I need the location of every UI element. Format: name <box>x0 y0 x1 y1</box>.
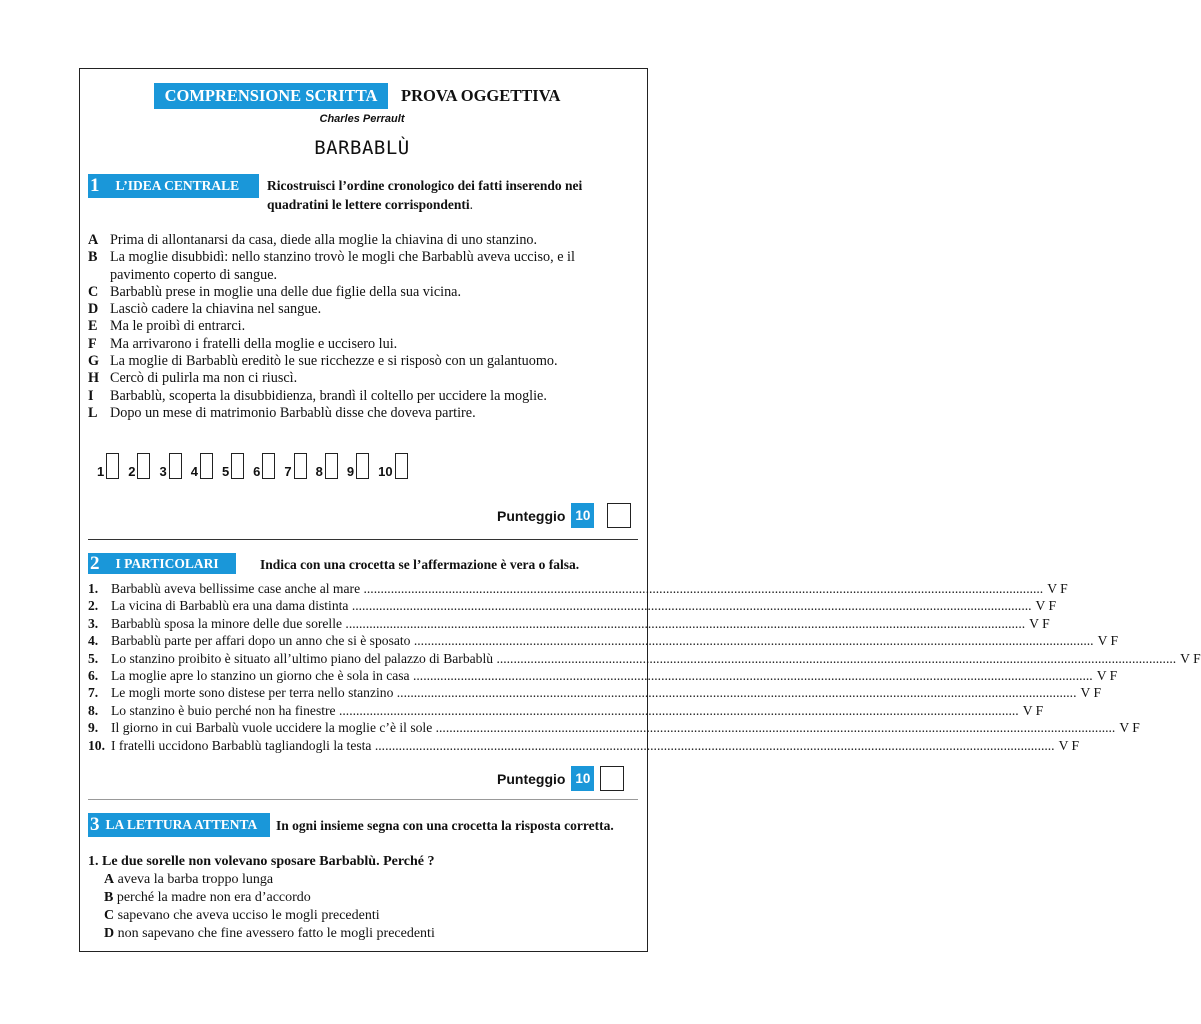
true-false-choice[interactable]: V F <box>1029 615 1050 631</box>
true-false-list <box>88 580 1201 754</box>
section1-number: 1 <box>90 175 100 196</box>
answer-box[interactable] <box>325 453 338 479</box>
answer-box[interactable] <box>356 453 369 479</box>
divider <box>88 539 638 540</box>
box-number: 10 <box>378 464 393 479</box>
option-key: C <box>104 908 115 923</box>
list-item <box>88 301 608 318</box>
item-text: Lo stanzino è buio perché non ha finestre ........................................................................................................................................................................................................ <box>111 702 1019 718</box>
item-text: Ma arrivarono i fratelli della moglie e uccisero lui. <box>110 335 398 352</box>
item-key: G <box>88 353 100 370</box>
instruction-line: quadratini le lettere corrispondenti <box>267 197 470 212</box>
answer-box[interactable] <box>106 453 119 479</box>
score-value: 10 <box>571 503 594 528</box>
box-number: 4 <box>190 464 198 479</box>
answer-option[interactable] <box>88 925 618 943</box>
box-number: 1 <box>97 464 105 479</box>
instruction-line: Ricostruisci l’ordine cronologico dei fatti inserendo nei <box>267 178 583 193</box>
list-item <box>88 388 608 405</box>
instruction-end: . <box>469 197 473 212</box>
answer-box[interactable] <box>231 453 244 479</box>
section2-tag <box>88 553 236 574</box>
section1-tag-label: L’IDEA CENTRALE <box>115 178 240 193</box>
item-text: La moglie di Barbablù ereditò le sue ricchezze e si risposò con un galantuomo. <box>110 353 558 370</box>
answer-box-group <box>159 453 181 479</box>
tf-row <box>88 632 1119 649</box>
option-key: D <box>104 926 115 941</box>
tf-row <box>88 667 1118 684</box>
answer-box[interactable] <box>169 453 182 479</box>
section3-tag <box>88 813 270 837</box>
answer-box[interactable] <box>395 453 408 479</box>
list-item <box>88 405 608 422</box>
box-number: 7 <box>284 464 292 479</box>
tf-row <box>88 597 1057 614</box>
box-number: 3 <box>159 464 167 479</box>
list-item <box>88 353 608 370</box>
item-key: C <box>88 283 99 300</box>
score-value: 10 <box>571 766 594 791</box>
answer-box[interactable] <box>137 453 150 479</box>
item-key: 10. <box>88 737 105 753</box>
item-text: Barbablù, scoperta la disubbidienza, brandì il coltello per uccidere la moglie. <box>110 387 547 404</box>
section2-number: 2 <box>90 552 100 574</box>
answer-box[interactable] <box>262 453 275 479</box>
box-number: 5 <box>221 464 230 479</box>
section2-tag-label: I PARTICOLARI <box>115 555 219 571</box>
true-false-choice[interactable]: V F <box>1058 737 1080 753</box>
answer-option[interactable] <box>88 889 618 907</box>
true-false-choice[interactable]: V F <box>1035 598 1057 614</box>
section3-number: 3 <box>90 814 100 835</box>
answer-box-group <box>97 453 119 479</box>
item-text: Il giorno in cui Barbalù vuole uccidere la moglie c’è il sole ........................................................................................................................................................................................................ <box>111 720 1116 736</box>
box-number: 8 <box>315 464 323 479</box>
item-key: A <box>88 232 99 248</box>
option-text: non sapevano che fine avessero fatto le mogli precedenti <box>117 926 435 941</box>
list-item <box>88 232 608 249</box>
list-item <box>88 249 608 284</box>
tf-row <box>88 702 1044 719</box>
section2-score <box>497 766 624 791</box>
item-key: 2. <box>88 598 99 614</box>
score-input-box[interactable] <box>600 766 624 791</box>
section3-tag-label: LA LETTURA ATTENTA <box>105 817 258 832</box>
item-key: 9. <box>88 720 99 736</box>
item-text: Barbablù aveva bellissime case anche al mare ........................................................................................................................................................................................................ <box>111 581 1044 596</box>
item-text: Prima di allontanarsi da casa, diede alla moglie la chiavina di uno stanzino. <box>110 232 538 248</box>
score-input-box[interactable] <box>607 503 631 528</box>
answer-box-group <box>222 453 244 479</box>
author: Charles Perrault <box>319 113 405 125</box>
section2-instruction: Indica con una crocetta se l’affermazione è vera o falsa. <box>260 557 580 572</box>
option-text: aveva la barba troppo lunga <box>117 872 274 887</box>
answer-box-group <box>128 453 150 479</box>
option-text: perché la madre non era d’accordo <box>116 890 311 905</box>
section3-instruction: In ogni insieme segna con una crocetta la risposta corretta. <box>276 818 614 833</box>
item-text: La moglie disubbidì: nello stanzino trovò le mogli che Barbablù aveva ucciso, e il pavimento coperto di sangue. <box>110 249 575 283</box>
item-key: 6. <box>88 668 99 684</box>
item-key: I <box>88 387 94 404</box>
section1-instruction <box>267 176 617 214</box>
answer-box-group <box>191 453 213 479</box>
true-false-choice[interactable]: V F <box>1096 668 1118 684</box>
score-label: Punteggio <box>497 770 566 787</box>
item-key: 1. <box>88 581 99 596</box>
list-item <box>88 370 608 387</box>
box-number: 6 <box>253 464 261 479</box>
item-text: Le mogli morte sono distese per terra nello stanzino ........................................................................................................................................................................................................ <box>111 685 1077 701</box>
item-key: 8. <box>88 702 99 718</box>
answer-box-group <box>316 453 338 479</box>
answer-box-group <box>253 453 275 479</box>
true-false-choice[interactable]: V F <box>1180 650 1201 666</box>
item-text: Lo stanzino proibito è situato all’ultimo piano del palazzo di Barbablù ........................................................................................................................................................................................................ <box>111 650 1177 666</box>
question-text: 1. Le due sorelle non volevano sposare Barbablù. Perché ? <box>88 854 435 869</box>
item-text: Ma le proibì di entrarci. <box>110 318 246 335</box>
true-false-choice[interactable]: V F <box>1047 581 1068 596</box>
item-text: I fratelli uccidono Barbablù tagliandogli la testa ........................................................................................................................................................................................................ <box>111 737 1055 753</box>
header-tag: COMPRENSIONE SCRITTA <box>154 83 388 109</box>
answer-box-group <box>347 453 369 479</box>
header-subtitle: PROVA OGGETTIVA <box>401 86 561 105</box>
box-number: 9 <box>346 464 355 479</box>
true-false-choice[interactable]: V F <box>1119 720 1140 736</box>
divider <box>88 799 638 800</box>
item-key: 4. <box>88 633 99 649</box>
answer-box-group <box>378 453 407 479</box>
option-key: B <box>104 890 114 905</box>
true-false-choice[interactable]: V F <box>1097 633 1119 649</box>
tf-row <box>88 737 1080 754</box>
option-text: sapevano che aveva ucciso le mogli precedenti <box>117 908 380 923</box>
item-text: Barbablù prese in moglie una delle due figlie della sua vicina. <box>110 283 462 300</box>
answer-option[interactable] <box>88 871 618 889</box>
item-text: La vicina di Barbablù era una dama distinta ........................................................................................................................................................................................................ <box>111 598 1032 614</box>
true-false-choice[interactable]: V F <box>1080 685 1101 701</box>
item-key: 3. <box>88 615 99 631</box>
item-key: L <box>88 404 98 421</box>
item-key: E <box>88 318 98 335</box>
section1-score <box>497 503 631 528</box>
item-text: Dopo un mese di matrimonio Barbablù disse che doveva partire. <box>110 404 476 421</box>
item-text: Barbablù sposa la minore delle due sorelle ........................................................................................................................................................................................................ <box>111 615 1026 631</box>
page-title: BARBABLÙ <box>314 137 410 159</box>
item-key: D <box>88 301 99 318</box>
item-key: B <box>88 249 98 266</box>
answer-box[interactable] <box>200 453 213 479</box>
answer-boxes <box>97 453 417 479</box>
list-item <box>88 284 608 301</box>
item-key: 7. <box>88 685 99 701</box>
item-key: 5. <box>88 650 99 666</box>
tf-row <box>88 615 1050 632</box>
section1-tag <box>88 174 259 198</box>
item-text: Barbablù parte per affari dopo un anno che si è sposato ........................................................................................................................................................................................................ <box>111 633 1094 649</box>
item-key: F <box>88 335 97 352</box>
events-list <box>88 232 608 422</box>
item-text: Lasciò cadere la chiavina nel sangue. <box>110 301 322 318</box>
item-key: H <box>88 370 100 387</box>
box-number: 2 <box>128 464 136 479</box>
item-text: La moglie apre lo stanzino un giorno che è sola in casa ........................................................................................................................................................................................................ <box>111 668 1093 684</box>
answer-option[interactable] <box>88 907 618 925</box>
tf-row <box>88 719 1140 736</box>
item-text: Cercò di pulirla ma non ci riuscì. <box>110 370 298 387</box>
tf-row <box>88 684 1101 701</box>
tf-row <box>88 580 1068 597</box>
list-item <box>88 318 608 335</box>
list-item <box>88 336 608 353</box>
answer-box-group <box>284 453 306 479</box>
score-label: Punteggio <box>497 507 566 524</box>
option-key: A <box>104 872 115 887</box>
question-block <box>88 853 618 943</box>
answer-box[interactable] <box>294 453 307 479</box>
tf-row <box>88 650 1201 667</box>
true-false-choice[interactable]: V F <box>1022 702 1044 718</box>
